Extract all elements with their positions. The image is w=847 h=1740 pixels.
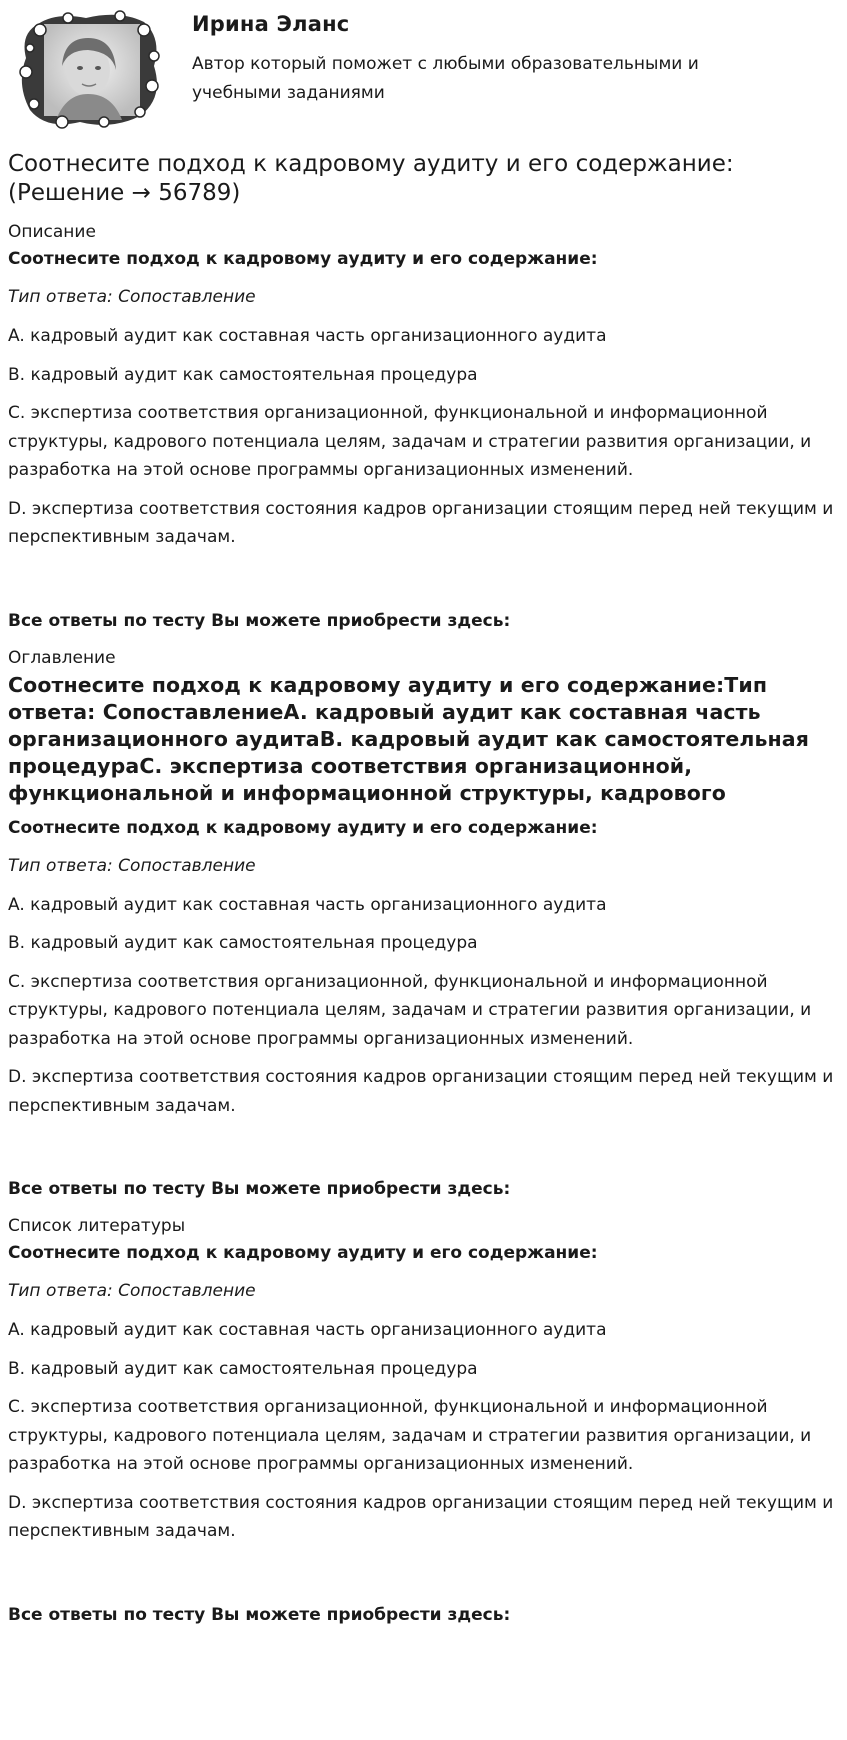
author-name[interactable]: Ирина Эланс [192, 12, 350, 36]
option-c: C. экспертиза соответствия организационной, функциональной и информационной структуры, кадрового потенциала целям, задачам и стратегии развития организации, и разработка на этой основе программы организационных изменений. [8, 403, 812, 480]
option-b: B. кадровый аудит как самостоятельная процедура [8, 933, 478, 953]
option-d: D. экспертиза соответствия состояния кадров организации стоящим перед ней текущим и перспективным задачам. [8, 1067, 834, 1116]
option-a: A. кадровый аудит как составная часть организационного аудита [8, 326, 607, 346]
section-label-bibliography: Список литературы [8, 1216, 186, 1236]
buy-text: Все ответы по тесту Вы можете приобрести здесь: [8, 1604, 511, 1625]
buy-text: Все ответы по тесту Вы можете приобрести здесь: [8, 610, 511, 631]
answer-type: Тип ответа: Сопоставление [8, 1281, 256, 1301]
author-card [8, 0, 839, 138]
option-d: D. экспертиза соответствия состояния кадров организации стоящим перед ней текущим и перспективным задачам. [8, 1492, 834, 1541]
option-c: C. экспертиза соответствия организационной, функциональной и информационной структуры, кадрового потенциала целям, задачам и стратегии развития организации, и разработка на этой основе программы организационных изменений. [8, 971, 812, 1049]
option-b: B. кадровый аудит как самостоятельная процедура [8, 364, 478, 385]
option-c: C. экспертиза соответствия организационной, функциональной и информационной структуры, кадрового потенциала целям, задачам и стратегии развития организации, и разработка на этой основе программы организационных изменений. [8, 1397, 812, 1474]
question-title: Соотнесите подход к кадровому аудиту и его содержание: [8, 817, 598, 838]
option-a: A. кадровый аудит как составная часть организационного аудита [8, 894, 607, 915]
question-title: Соотнесите подход к кадровому аудиту и его содержание: [8, 249, 598, 269]
buy-text: Все ответы по тесту Вы можете приобрести здесь: [8, 1179, 511, 1199]
toc-section [8, 646, 839, 1203]
option-b: B. кадровый аудит как самостоятельная процедура [8, 1358, 478, 1379]
option-a: A. кадровый аудит как составная часть организационного аудита [8, 1320, 607, 1340]
description-section [8, 220, 839, 634]
question-title: Соотнесите подход к кадровому аудиту и его содержание: [8, 1243, 598, 1263]
author-description: Автор который поможет с любыми образовательными и учебными заданиями [192, 54, 699, 103]
toc-heading: Соотнесите подход к кадровому аудиту и его содержание:Тип ответа: СопоставлениеA. кадровый аудит как составная часть организационного аудитаB. кадровый аудит как самостоятельная процедураC. экспертиза соответствия организационной, функциональной и информационной структуры, кадрового [8, 672, 809, 805]
answer-type: Тип ответа: Сопоставление [8, 855, 256, 876]
section-label-description: Описание [8, 222, 96, 242]
section-label-toc: Оглавление [8, 647, 116, 668]
answer-type: Тип ответа: Сопоставление [8, 287, 256, 307]
bibliography-section [8, 1214, 839, 1628]
page-title: Соотнесите подход к кадровому аудиту и его содержание: (Решение → 56789) [8, 151, 734, 206]
author-avatar[interactable] [16, 8, 164, 130]
option-d: D. экспертиза соответствия состояния кадров организации стоящим перед ней текущим и перспективным задачам. [8, 498, 834, 547]
